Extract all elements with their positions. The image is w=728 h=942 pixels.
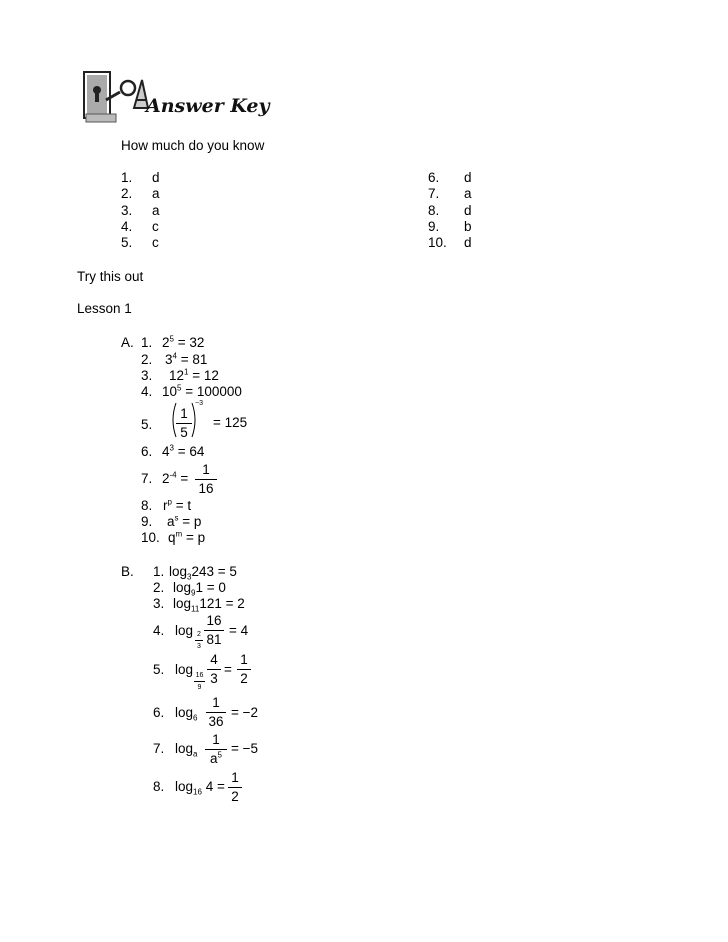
- equation: $\log_{11}121 = 2$: [173, 596, 245, 614]
- equation: $4^3 = 64$: [162, 443, 205, 459]
- section-heading-try: Try this out: [77, 269, 144, 284]
- list-item-number: 1.: [121, 170, 133, 185]
- equation: $2^5 = 32$: [162, 334, 205, 350]
- list-item-number: 6.: [153, 705, 165, 720]
- list-item-answer: a: [152, 186, 160, 201]
- list-item-number: 8.: [428, 203, 440, 218]
- equation: $12^1 = 12$: [169, 367, 219, 383]
- list-item-number: 5.: [121, 235, 133, 250]
- list-item-number: 5.: [141, 417, 153, 432]
- list-item-answer: b: [464, 219, 472, 234]
- equation: $10^5 = 100000$: [162, 383, 242, 399]
- key-logo-icon: [82, 68, 152, 126]
- equation: $r^p = t$: [163, 497, 192, 513]
- list-item-number: 3.: [141, 368, 153, 383]
- page-title: Answer Key: [146, 95, 270, 117]
- list-item-number: 7.: [428, 186, 440, 201]
- equation: $\log_3243 = 5$: [169, 564, 237, 582]
- list-item-number: 1.: [141, 335, 153, 350]
- list-item-answer: c: [152, 219, 159, 234]
- list-item-number: 1.: [153, 564, 165, 579]
- list-item-answer: a: [464, 186, 472, 201]
- list-item-number: 6.: [141, 444, 153, 459]
- list-item-number: 2.: [153, 580, 165, 595]
- list-item-number: 9.: [141, 514, 153, 529]
- list-item-number: 6.: [428, 170, 440, 185]
- list-item-answer: c: [152, 235, 159, 250]
- list-item-number: 9.: [428, 219, 440, 234]
- list-item-number: 7.: [141, 471, 153, 486]
- list-item-number: 7.: [153, 741, 165, 756]
- list-item-answer: d: [464, 203, 472, 218]
- equation: $a^s = p$: [167, 513, 202, 529]
- list-item-number: 4.: [141, 384, 153, 399]
- list-item-number: 8.: [141, 498, 153, 513]
- equation: $q^m = p$: [168, 529, 206, 545]
- list-item-number: 3.: [153, 596, 165, 611]
- list-item-number: 2.: [141, 352, 153, 367]
- equation: $3^4 = 81$: [165, 351, 208, 367]
- list-item-number: 5.: [153, 662, 165, 677]
- list-item-number: 2.: [121, 186, 133, 201]
- list-item-answer: d: [464, 235, 472, 250]
- part-b-label: B.: [121, 564, 134, 579]
- list-item-answer: d: [152, 170, 160, 185]
- list-item-number: 10.: [428, 235, 447, 250]
- list-item-number: 10.: [141, 530, 160, 545]
- list-item-number: 4.: [153, 623, 165, 638]
- list-item-number: 8.: [153, 779, 165, 794]
- list-item-answer: a: [152, 203, 160, 218]
- part-a-label: A.: [121, 335, 134, 350]
- list-item-number: 3.: [121, 203, 133, 218]
- pretest-heading: How much do you know: [121, 138, 265, 153]
- section-heading-lesson: Lesson 1: [77, 301, 132, 316]
- list-item-answer: d: [464, 170, 472, 185]
- equation: $\log_91 = 0$: [173, 580, 226, 598]
- list-item-number: 4.: [121, 219, 133, 234]
